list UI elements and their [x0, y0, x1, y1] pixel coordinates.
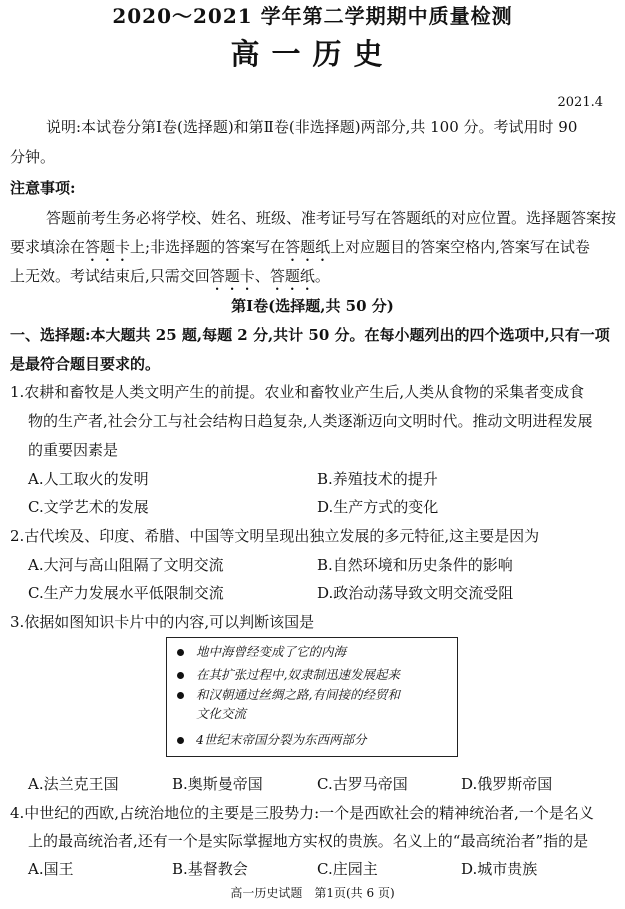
bullet-icon	[177, 672, 184, 679]
exam-date: 2021.4	[557, 95, 603, 110]
bullet-icon	[177, 649, 184, 656]
answer-sheet-emphasis: 答题纸	[269, 267, 315, 285]
attention-heading: 注意事项:	[10, 179, 76, 197]
answer-sheet-emphasis: 答题纸	[285, 238, 331, 256]
q1-option-c: C.文学艺术的发展	[28, 498, 149, 516]
q4-option-d: D.城市贵族	[461, 860, 538, 878]
q2-stem: 2.古代埃及、印度、希腊、中国等文明呈现出独立发展的多元特征,这主要是因为	[10, 527, 540, 545]
section1-intro-line1: 一、选择题:本大题共 25 题,每题 2 分,共计 50 分。在每小题列出的四个选项中,只有一项	[10, 326, 610, 344]
q2-option-a: A.大河与高山阻隔了文明交流	[28, 556, 224, 574]
q1-stem-line2: 物的生产者,社会分工与社会结构日趋复杂,人类逐渐迈向文明时代。推动文明进程发展	[28, 412, 593, 430]
card-item-4: 4世纪末帝国分裂为东西两部分	[177, 731, 366, 748]
bullet-icon	[177, 737, 184, 744]
attention-line3-part5: 。	[314, 267, 330, 285]
q1-stem-line1: 1.农耕和畜牧是人类文明产生的前提。农业和畜牧业产生后,人类从食物的采集者变成食	[10, 383, 585, 401]
q2-option-c: C.生产力发展水平低限制交流	[28, 584, 224, 602]
q4-option-a: A.国王	[28, 860, 74, 878]
q3-option-b: B.奥斯曼帝国	[172, 775, 263, 793]
attention-line2-part3: 上;非选择题的答案写在	[130, 238, 286, 256]
attention-line3	[10, 266, 330, 294]
q3-option-c: C.古罗马帝国	[317, 775, 408, 793]
q1-option-a: A.人工取火的发明	[28, 470, 149, 488]
q4-stem-line2: 上的最高统治者,还有一个是实际掌握地方实权的贵族。名义上的“最高统治者”指的是	[28, 832, 589, 850]
attention-line2-part1: 要求填涂在	[10, 238, 86, 256]
section1-heading: 第Ⅰ卷(选择题,共 50 分)	[231, 297, 394, 315]
attention-line2	[10, 237, 590, 265]
q3-stem: 3.依据如图知识卡片中的内容,可以判断该国是	[10, 613, 315, 631]
q4-stem-line1: 4.中世纪的西欧,占统治地位的主要是三股势力:一个是西欧社会的精神统治者,一个是名义	[10, 804, 594, 822]
exam-title: 2020～2021 学年第二学期期中质量检测	[112, 4, 513, 28]
q4-option-c: C.庄园主	[317, 860, 378, 878]
card-item-3-continued: 文化交流	[196, 706, 247, 721]
page-footer: 高一历史试题 第1页(共 6 页)	[230, 886, 395, 900]
card-item-3: 和汉朝通过丝绸之路,有间接的经贸和	[177, 686, 400, 703]
bullet-icon	[177, 692, 184, 699]
knowledge-card	[166, 637, 458, 757]
q1-stem-line3: 的重要因素是	[28, 441, 119, 459]
subject-title: 高一历史	[230, 37, 395, 71]
answer-card-emphasis: 答题卡	[209, 267, 255, 285]
answer-card-emphasis: 答题卡	[85, 238, 131, 256]
card-item-2: 在其扩张过程中,奴隶制迅速发展起来	[177, 666, 400, 683]
q1-option-d: D.生产方式的变化	[317, 498, 439, 516]
q3-option-a: A.法兰克王国	[28, 775, 119, 793]
attention-line3-part3: 、	[254, 267, 270, 285]
attention-line1: 答题前考生务必将学校、姓名、班级、准考证号写在答题纸的对应位置。选择题答案按	[46, 209, 617, 227]
q3-option-d: D.俄罗斯帝国	[461, 775, 553, 793]
q2-option-d: D.政治动荡导致文明交流受阻	[317, 584, 514, 602]
q4-option-b: B.基督教会	[172, 860, 248, 878]
instructions-note-line1: 说明:本试卷分第Ⅰ卷(选择题)和第Ⅱ卷(非选择题)两部分,共 100 分。考试用时 90	[46, 118, 578, 136]
instructions-note-line2: 分钟。	[10, 148, 56, 166]
q1-option-b: B.养殖技术的提升	[317, 470, 438, 488]
attention-line3-part1: 上无效。考试结束后,只需交回	[10, 267, 210, 285]
attention-line2-part5: 上对应题目的答案空格内,答案写在试卷	[330, 238, 590, 256]
card-item-1: 地中海曾经变成了它的内海	[177, 643, 346, 660]
section1-intro-line2: 是最符合题目要求的。	[10, 355, 161, 373]
q2-option-b: B.自然环境和历史条件的影响	[317, 556, 513, 574]
